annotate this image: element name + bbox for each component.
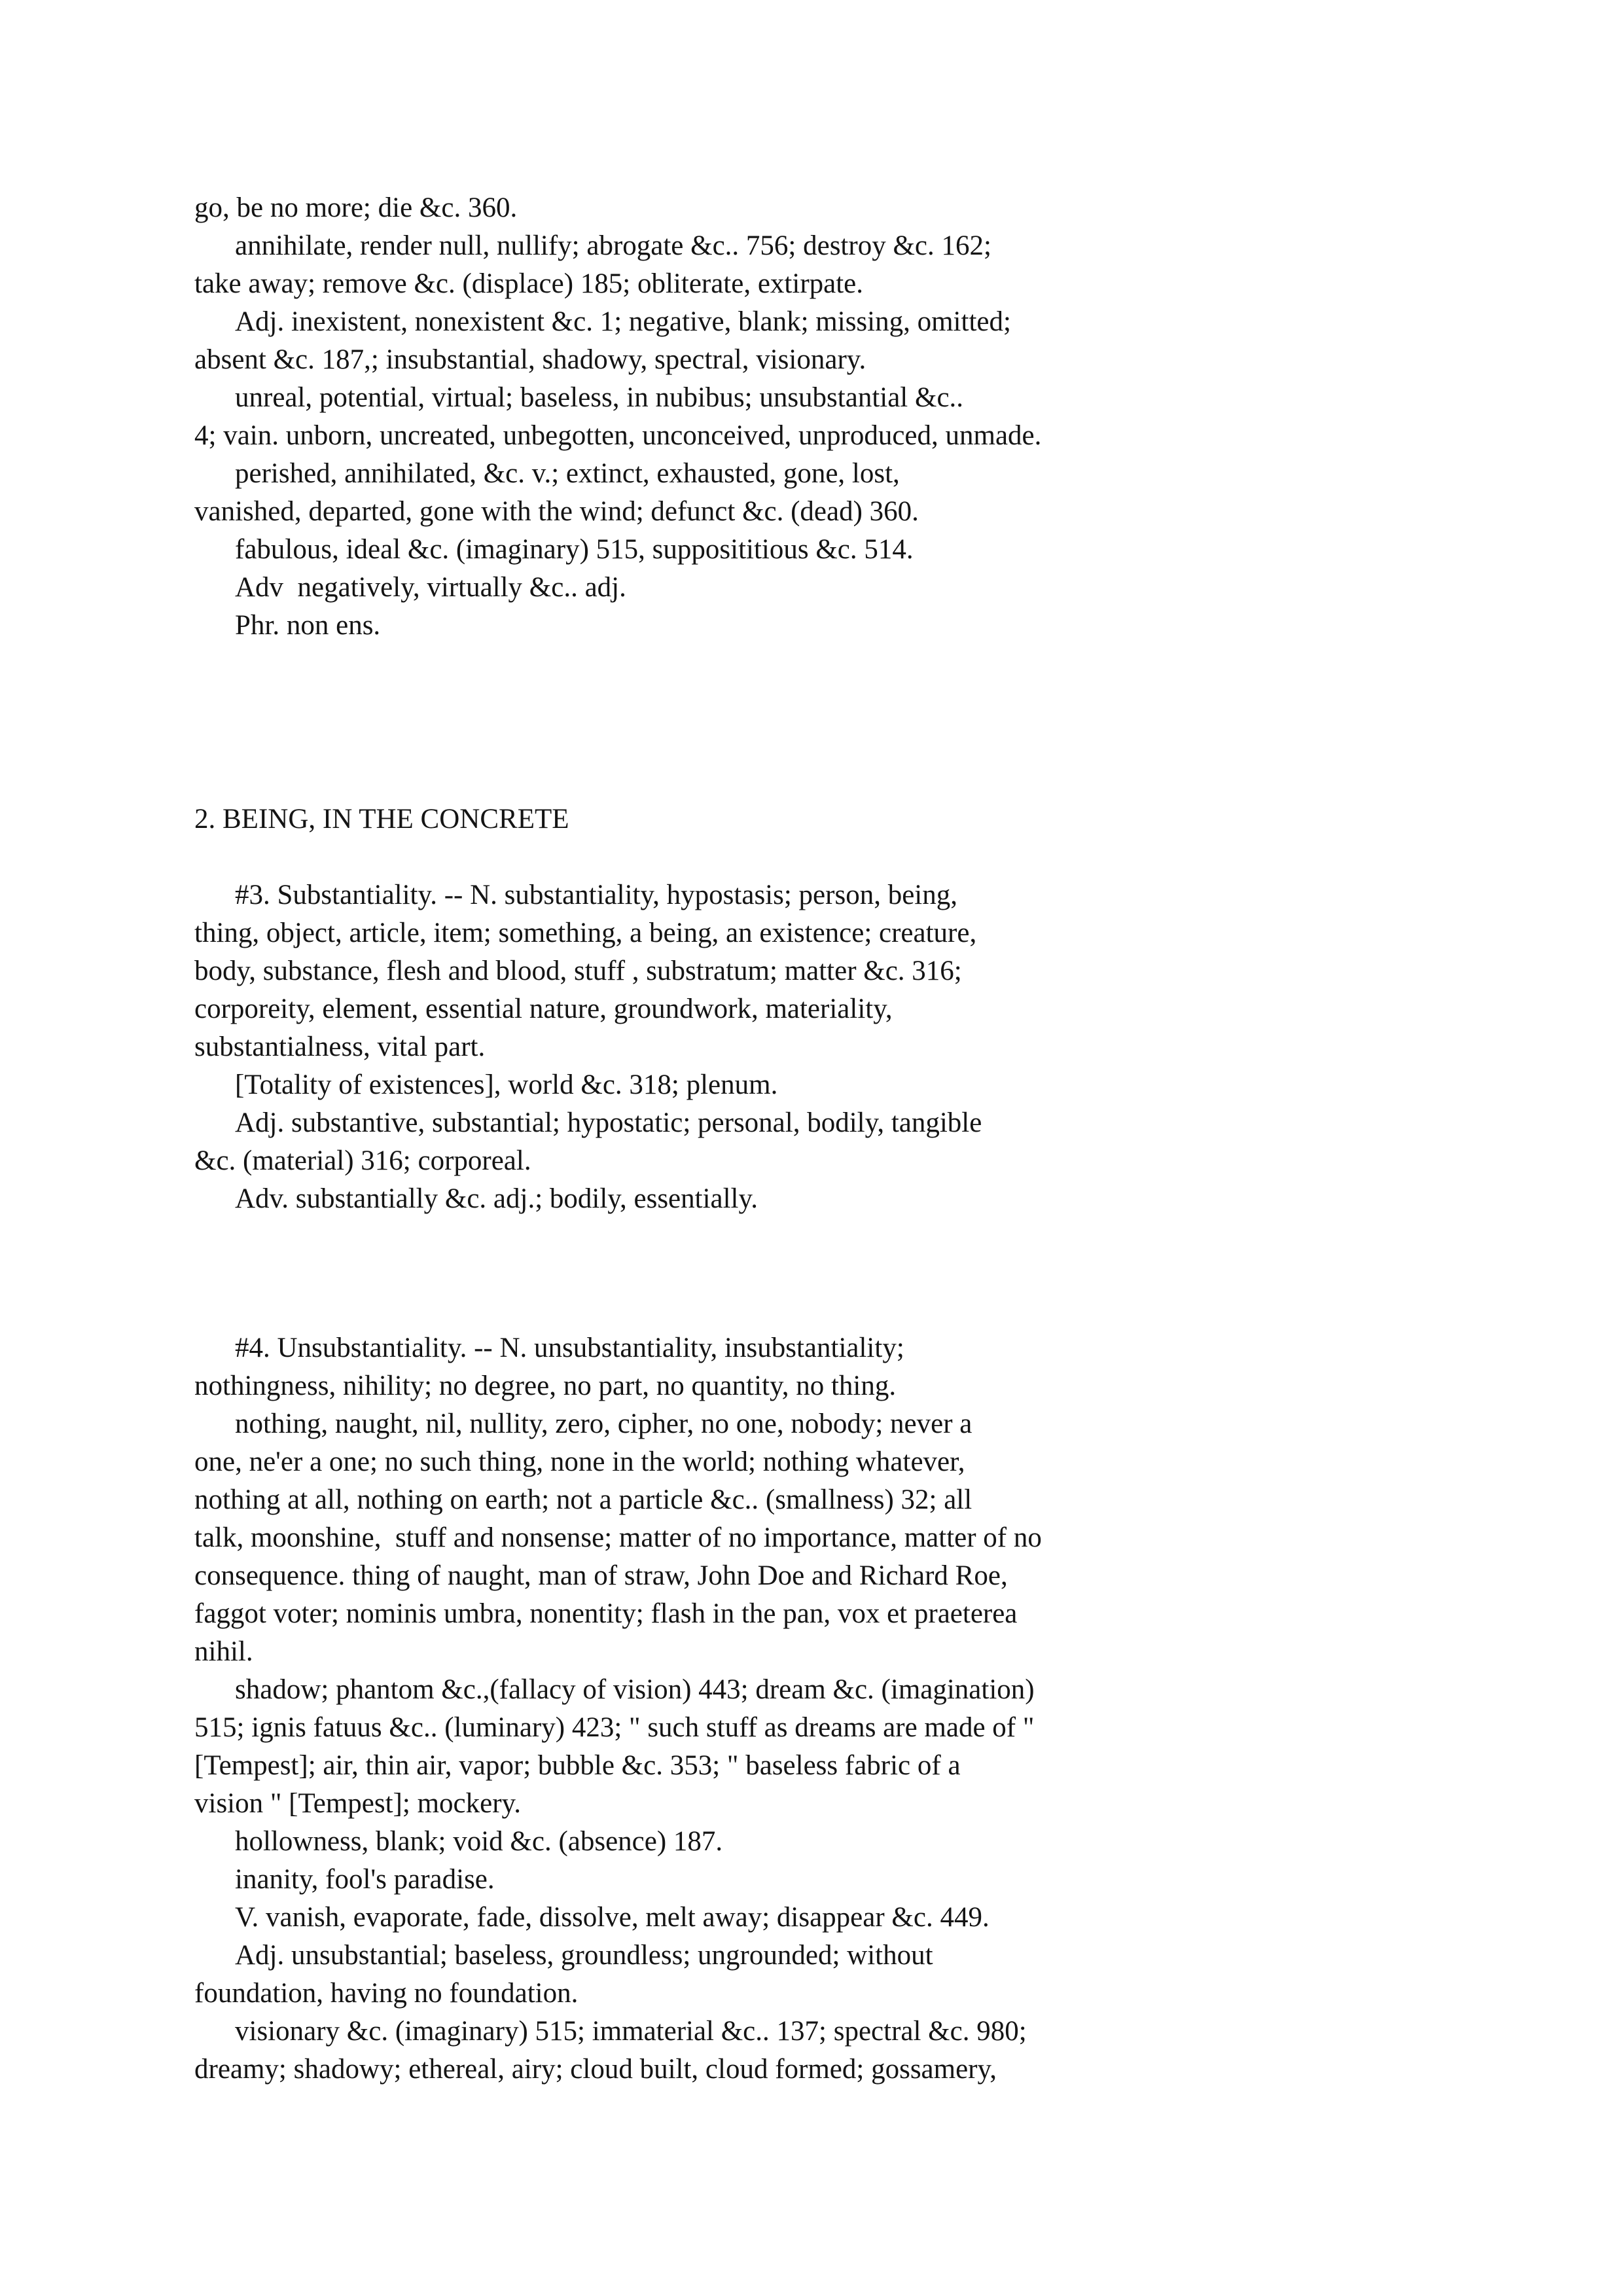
text-line: nothingness, nihility; no degree, no part, no quantity, no thing. (194, 1371, 897, 1401)
text-line: Adj. inexistent, nonexistent &c. 1; negative, blank; missing, omitted; (235, 306, 1011, 337)
text-line: nothing, naught, nil, nullity, zero, cipher, no one, nobody; never a (235, 1408, 972, 1439)
text-line: nihil. (194, 1636, 253, 1667)
text-line: inanity, fool's paradise. (235, 1864, 495, 1895)
text-line: vanished, departed, gone with the wind; defunct &c. (dead) 360. (194, 496, 919, 527)
text-line: V. vanish, evaporate, fade, dissolve, melt away; disappear &c. 449. (235, 1902, 990, 1933)
text-line: go, be no more; die &c. 360. (194, 192, 518, 223)
text-line: perished, annihilated, &c. v.; extinct, exhausted, gone, lost, (235, 458, 900, 489)
text-line: [Totality of existences], world &c. 318; plenum. (235, 1069, 778, 1100)
text-line: Adv negatively, virtually &c.. adj. (235, 572, 626, 603)
text-line: faggot voter; nominis umbra, nonentity; flash in the pan, vox et praeterea (194, 1598, 1018, 1629)
text-line: Adv. substantially &c. adj.; bodily, essentially. (235, 1183, 758, 1214)
text-line: fabulous, ideal &c. (imaginary) 515, supposititious &c. 514. (235, 534, 914, 565)
text-line: body, substance, flesh and blood, stuff , substratum; matter &c. 316; (194, 956, 962, 986)
text-line: shadow; phantom &c.,(fallacy of vision) 443; dream &c. (imagination) (235, 1674, 1035, 1705)
text-line: thing, object, article, item; something, a being, an existence; creature, (194, 918, 977, 948)
text-line: &c. (material) 316; corporeal. (194, 1145, 531, 1176)
text-line: talk, moonshine, stuff and nonsense; matter of no importance, matter of no (194, 1522, 1042, 1553)
chapter-heading: 2. BEING, IN THE CONCRETE (194, 804, 569, 834)
text-line: foundation, having no foundation. (194, 1978, 579, 2009)
text-line: Phr. non ens. (235, 610, 381, 641)
text-line: annihilate, render null, nullify; abrogate &c.. 756; destroy &c. 162; (235, 230, 991, 261)
section-top-text (194, 189, 1503, 645)
section-4-unsubstantiality (194, 1329, 1503, 2089)
text-line: #4. Unsubstantiality. -- N. unsubstantiality, insubstantiality; (235, 1333, 904, 1363)
text-line: absent &c. 187,; insubstantial, shadowy, spectral, visionary. (194, 344, 866, 375)
text-line: 515; ignis fatuus &c.. (luminary) 423; " such stuff as dreams are made of " (194, 1712, 1035, 1743)
text-line: dreamy; shadowy; ethereal, airy; cloud built, cloud formed; gossamery, (194, 2054, 997, 2085)
text-line: 4; vain. unborn, uncreated, unbegotten, unconceived, unproduced, unmade. (194, 420, 1042, 451)
text-line: [Tempest]; air, thin air, vapor; bubble &c. 353; " baseless fabric of a (194, 1750, 961, 1781)
text-line: hollowness, blank; void &c. (absence) 187. (235, 1826, 723, 1857)
section-3-substantiality (194, 876, 1503, 1218)
text-line: nothing at all, nothing on earth; not a particle &c.. (smallness) 32; all (194, 1484, 972, 1515)
text-line: corporeity, element, essential nature, groundwork, materiality, (194, 994, 893, 1024)
text-line: consequence. thing of naught, man of straw, John Doe and Richard Roe, (194, 1560, 1008, 1591)
text-line: visionary &c. (imaginary) 515; immaterial &c.. 137; spectral &c. 980; (235, 2016, 1027, 2047)
text-line: unreal, potential, virtual; baseless, in nubibus; unsubstantial &c.. (235, 382, 964, 413)
text-line: Adj. substantive, substantial; hypostatic; personal, bodily, tangible (235, 1107, 982, 1138)
text-line: substantialness, vital part. (194, 1031, 486, 1062)
text-line: Adj. unsubstantial; baseless, groundless; ungrounded; without (235, 1940, 933, 1971)
text-line: vision " [Tempest]; mockery. (194, 1788, 521, 1819)
text-line: one, ne'er a one; no such thing, none in the world; nothing whatever, (194, 1446, 965, 1477)
text-line: #3. Substantiality. -- N. substantiality, hypostasis; person, being, (235, 880, 957, 910)
chapter-heading-block (194, 800, 1503, 838)
text-line: take away; remove &c. (displace) 185; obliterate, extirpate. (194, 268, 864, 299)
